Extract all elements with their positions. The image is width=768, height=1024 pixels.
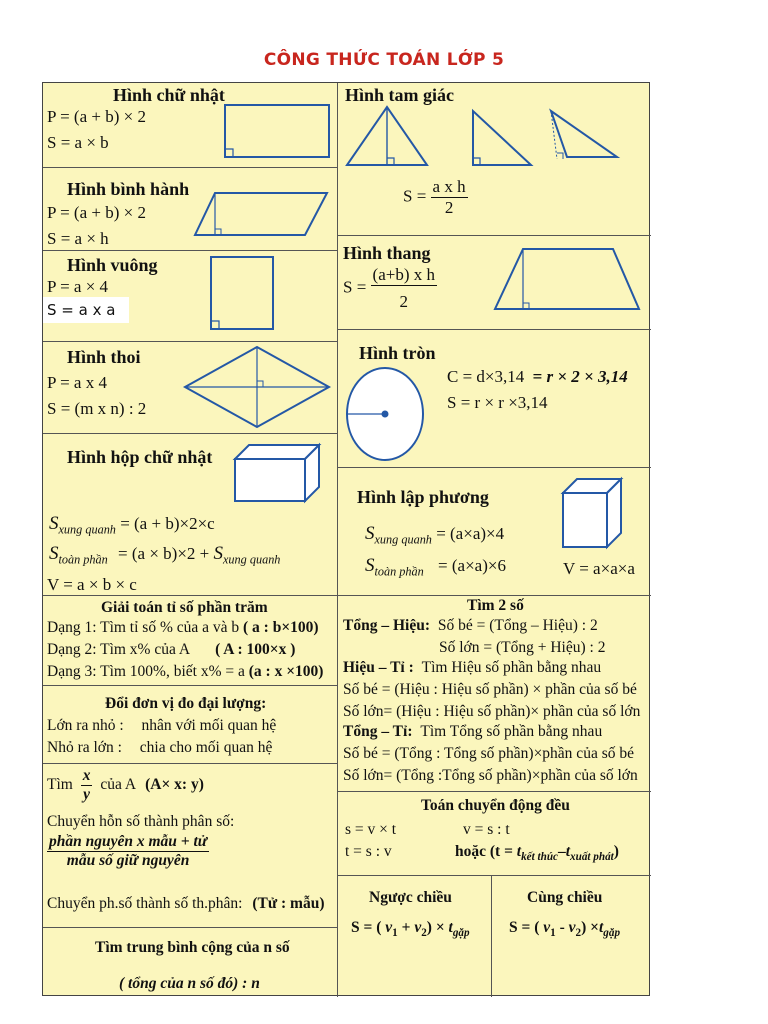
xy-pre: Tìm (47, 776, 73, 794)
percent-type2 (47, 641, 295, 659)
trapezoid-fraction (371, 265, 437, 312)
percent-type3-text: Dạng 3: Tìm 100%, biết x% = a (47, 663, 245, 680)
cube-total-area (365, 555, 506, 579)
xy-numerator: x (82, 767, 91, 784)
percent-type1-text: Dạng 1: Tìm tỉ số % của a và b (47, 619, 240, 636)
rhombus-heading: Hình thoi (67, 347, 141, 367)
average-formula: ( tổng của n số đó) : n (119, 975, 260, 992)
motion-time: t = s : v (345, 843, 392, 860)
rhombus-perimeter: P = a x 4 (47, 373, 107, 392)
parallelogram-area: S = a × h (47, 229, 109, 248)
circle-figure (345, 365, 427, 463)
motion-alt-pre: hoặc (t = (455, 843, 517, 860)
opposite-v1-sub: 1 (392, 927, 398, 940)
cube-heading: Hình lập phương (357, 487, 489, 507)
cube-stp-sub: toàn phần (374, 564, 424, 579)
circle-area: S = r × r ×3,14 (447, 393, 548, 412)
same-t-sub: gặp (603, 927, 621, 940)
opposite-lhs: S = ( (351, 919, 386, 936)
units-line1 (47, 717, 276, 735)
percent-type3-formula: (a : x ×100) (248, 663, 324, 680)
circle-c-formula: C = d×3,14 (447, 367, 525, 386)
triangle-denominator: 2 (444, 198, 454, 217)
cuboid-sxq-sub: xung quanh (58, 522, 116, 537)
sum-diff-line1 (343, 617, 598, 635)
diff-ratio-step: Tìm Hiệu số phần bằng nhau (421, 659, 602, 676)
rect-heading: Hình chữ nhật (113, 85, 225, 105)
xy-formula (47, 767, 204, 804)
opposite-heading: Ngược chiều (369, 889, 452, 906)
divider (43, 250, 337, 251)
divider (337, 595, 651, 596)
opposite-v2-sub: 2 (421, 927, 427, 940)
parallelogram-figure (193, 191, 333, 237)
same-formula (509, 919, 620, 939)
same-op: - (555, 919, 569, 936)
cuboid-lateral-area (49, 513, 215, 537)
sum-ratio-line0 (343, 723, 602, 741)
divider (43, 763, 337, 764)
cube-figure (561, 477, 625, 549)
diff-ratio-large: Số lớn= (Hiệu : Hiệu số phần)× phần của số lớn (343, 703, 641, 720)
cuboid-stp-sub: toàn phần (58, 552, 108, 567)
cube-sxq-rhs: = (a×a)×4 (436, 524, 505, 543)
sum-ratio-step: Tìm Tổng số phần bằng nhau (420, 723, 603, 740)
cuboid-figure (233, 443, 323, 503)
cuboid-stp-tail: S (213, 543, 223, 564)
units-line1-label: Lớn ra nhỏ : (47, 717, 124, 734)
divider (43, 341, 337, 342)
divider (337, 875, 651, 876)
percent-type1 (47, 619, 319, 637)
trapezoid-area-lhs: S = (343, 277, 367, 297)
cuboid-total-area (49, 543, 280, 567)
decimal-conversion (47, 895, 325, 913)
cuboid-sxq-symbol: S (49, 513, 59, 534)
motion-velocity: v = s : t (463, 821, 510, 838)
same-v1: v (543, 919, 551, 936)
decimal-text: Chuyển ph.số thành số th.phân: (47, 895, 243, 912)
xy-mid: của A (100, 776, 136, 794)
trapezoid-numerator: (a+b) x h (372, 265, 436, 284)
motion-alt-t1: t (516, 843, 522, 860)
xy-fraction (81, 767, 93, 804)
percent-type3 (47, 663, 323, 681)
triangle-numerator: a x h (432, 177, 466, 196)
percent-type2-text: Dạng 2: Tìm x% của A (47, 641, 190, 658)
triangle-figures (345, 105, 645, 167)
sum-diff-large: Số lớn = (Tổng + Hiệu) : 2 (439, 639, 606, 656)
diff-ratio-small: Số bé = (Hiệu : Hiệu số phần) × phần của số bé (343, 681, 637, 698)
same-heading: Cùng chiều (527, 889, 603, 906)
cuboid-stp-symbol: S (49, 543, 59, 564)
same-lhs: S = ( (509, 919, 544, 936)
cube-volume: V = a×a×a (563, 559, 635, 578)
cube-sxq-sub: xung quanh (374, 532, 432, 547)
opposite-v2: v (414, 919, 422, 936)
circle-circumference (447, 367, 628, 387)
sum-diff-label: Tổng – Hiệu: (343, 617, 430, 634)
xy-denominator: y (83, 786, 91, 803)
units-line2-text: chia cho mối quan hệ (139, 739, 273, 756)
motion-alt-t1-sub: kết thúc (521, 851, 558, 864)
same-v2: v (568, 919, 576, 936)
mixed-fraction-stack (47, 833, 209, 870)
cube-sxq-symbol: S (365, 523, 375, 544)
rhombus-figure (183, 345, 333, 429)
trapezoid-heading: Hình thang (343, 243, 431, 263)
units-heading: Đổi đơn vị đo đại lượng: (105, 695, 267, 712)
divider (337, 467, 651, 468)
motion-alt-t2: t (565, 843, 571, 860)
cube-lateral-area (365, 523, 504, 547)
cuboid-heading: Hình hộp chữ nhật (67, 447, 213, 467)
sum-ratio-label: Tổng – Tỉ: (343, 723, 413, 740)
divider (43, 927, 337, 928)
same-rhs: ) × (581, 919, 599, 936)
divider (337, 791, 651, 792)
units-line1-text: nhân với mối quan hệ (141, 717, 277, 734)
divider (43, 167, 337, 168)
page-title: CÔNG THỨC TOÁN LỚP 5 (263, 50, 505, 70)
xy-rhs: (A× x: y) (145, 776, 204, 794)
cuboid-stp-tail-sub: xung quanh (223, 552, 281, 567)
triangle-heading: Hình tam giác (345, 85, 455, 105)
mixed-heading: Chuyển hỗn số thành phân số: (47, 813, 235, 830)
square-area: S = a x a (47, 301, 116, 319)
square-figure (209, 255, 275, 331)
cuboid-sxq-rhs: = (a + b)×2×c (120, 514, 215, 533)
sum-ratio-large: Số lớn= (Tổng :Tổng số phần)×phần của số lớn (343, 767, 638, 784)
diff-ratio-label: Hiệu – Tỉ : (343, 659, 414, 676)
circle-c-alt: = r × 2 × 3,14 (532, 367, 628, 386)
square-heading: Hình vuông (67, 255, 158, 275)
circle-heading: Hình tròn (359, 343, 436, 363)
mixed-denominator: mẫu số giữ nguyên (66, 852, 190, 869)
opposite-v1: v (385, 919, 393, 936)
square-perimeter: P = a × 4 (47, 277, 109, 296)
formula-sheet (42, 82, 650, 996)
same-t: t (598, 919, 604, 936)
diff-ratio-line0 (343, 659, 601, 677)
divider (43, 685, 337, 686)
same-v1-sub: 1 (550, 927, 556, 940)
trapezoid-figure (493, 247, 643, 311)
rectangle-figure (223, 103, 333, 159)
divider (337, 235, 651, 236)
triangle-area (403, 177, 468, 218)
motion-alt-post: ) (613, 843, 619, 860)
parallelogram-perimeter: P = (a + b) × 2 (47, 203, 146, 222)
opposite-op: + (397, 919, 415, 936)
decimal-formula: (Tử : mẫu) (252, 895, 325, 912)
triangle-area-lhs: S = (403, 186, 427, 206)
percent-type2-formula: ( A : 100×x ) (215, 641, 296, 658)
opposite-t-sub: gặp (452, 927, 470, 940)
rect-perimeter: P = (a + b) × 2 (47, 107, 146, 126)
mixed-numerator: phần nguyên x mẫu + tử (49, 833, 208, 850)
sum-diff-small: Số bé = (Tổng – Hiệu) : 2 (437, 617, 598, 634)
divider (43, 595, 337, 596)
parallelogram-heading: Hình bình hành (67, 179, 190, 199)
sum-ratio-small: Số bé = (Tổng : Tổng số phần)×phần của số bé (343, 745, 634, 762)
opposite-t: t (448, 919, 453, 936)
cube-stp-rhs: = (a×a)×6 (438, 556, 506, 575)
opposite-formula (351, 919, 470, 939)
trapezoid-denominator: 2 (399, 292, 409, 311)
same-v2-sub: 2 (575, 927, 582, 940)
percent-type1-formula: ( a : b×100) (243, 619, 319, 636)
divider (337, 329, 651, 330)
units-line2-label: Nhỏ ra lớn : (47, 739, 122, 756)
trapezoid-area (343, 265, 437, 312)
triangle-fraction (431, 177, 468, 218)
motion-distance: s = v × t (345, 821, 397, 838)
rect-area: S = a × b (47, 133, 109, 152)
mixed-fraction (47, 833, 209, 870)
motion-heading: Toán chuyển động đều (421, 797, 570, 814)
motion-time-alt (455, 843, 619, 863)
units-line2 (47, 739, 272, 757)
average-heading: Tìm trung bình cộng của n số (95, 939, 290, 956)
cuboid-volume: V = a × b × c (47, 575, 137, 594)
percent-heading: Giải toán tỉ số phần trăm (101, 599, 268, 616)
divider (491, 875, 492, 997)
center-divider (337, 83, 338, 997)
cube-stp-symbol: S (365, 555, 375, 576)
rhombus-area: S = (m x n) : 2 (47, 399, 147, 418)
cuboid-stp-rhs: = (a × b)×2 + (118, 544, 214, 563)
motion-alt-t2-sub: xuất phát (570, 851, 614, 864)
motion-alt-minus: – (557, 843, 566, 860)
opposite-rhs: ) × (426, 919, 449, 936)
two-numbers-heading: Tìm 2 số (467, 597, 524, 614)
divider (43, 433, 337, 434)
